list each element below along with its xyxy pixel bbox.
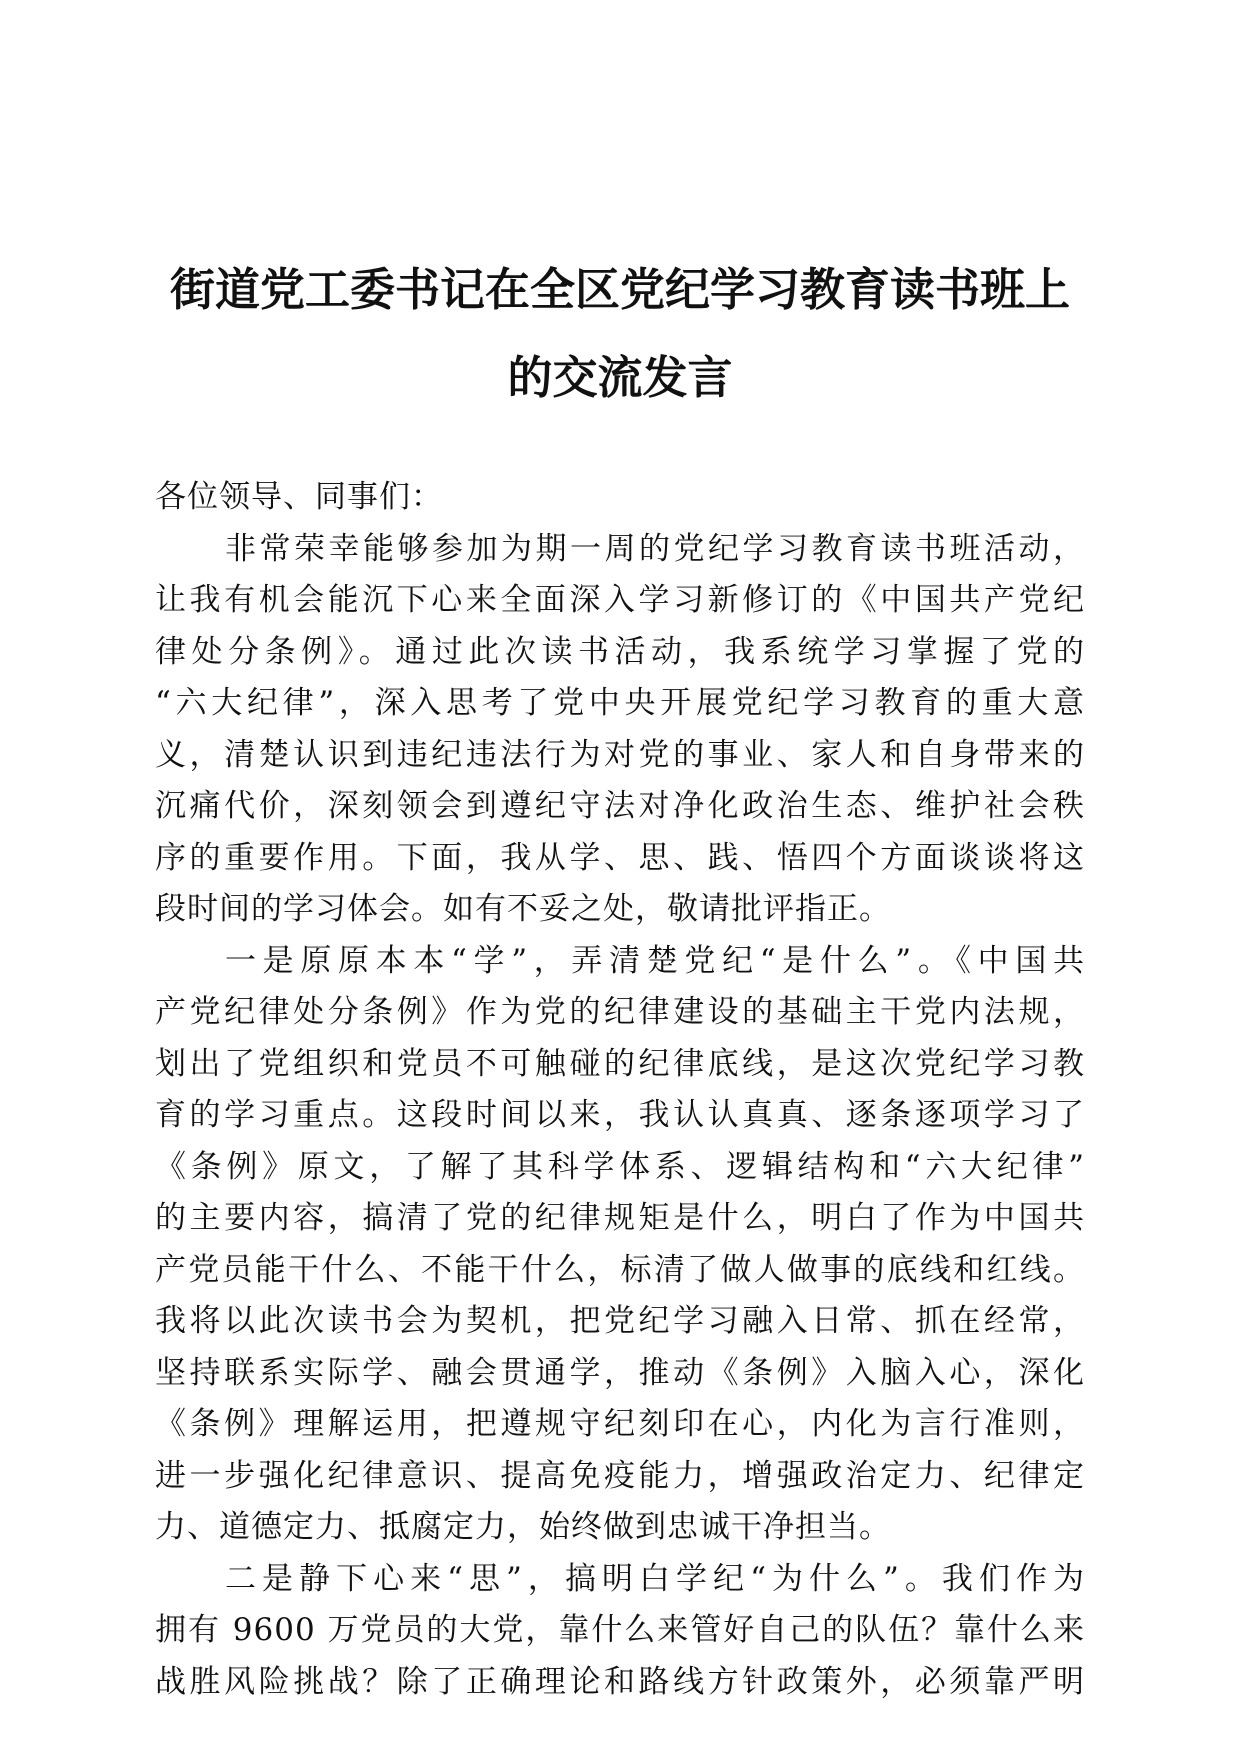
text-line: 序的重要作用。下面，我从学、思、践、悟四个方面谈谈将这 xyxy=(155,839,1085,876)
text-line: 非常荣幸能够参加为期一周的党纪学习教育读书班活动， xyxy=(225,530,1085,567)
text-line: 战胜风险挑战？除了正确理论和路线方针政策外，必须靠严明 xyxy=(155,1663,1085,1700)
text-line: 沉痛代价，深刻领会到遵纪守法对净化政治生态、维护社会秩 xyxy=(155,788,1085,824)
text-line: 二是静下心来“思”，搞明白学纪“为什么”。我们作为 xyxy=(225,1560,1085,1597)
text-line: 段时间的学习体会。如有不妥之处，敬请批评指正。 xyxy=(155,891,891,927)
text-line: 坚持联系实际学、融会贯通学，推动《条例》入脑入心，深化 xyxy=(155,1354,1085,1391)
text-line: 我将以此次读书会为契机，把党纪学习融入日常、抓在经常， xyxy=(155,1303,1085,1339)
text-line: 拥有 9600 万党员的大党，靠什么来管好自己的队伍？靠什么来 xyxy=(155,1612,1085,1648)
text-line: 的主要内容，搞清了党的纪律规矩是什么，明白了作为中国共 xyxy=(155,1200,1085,1236)
text-line: 《条例》理解运用，把遵规守纪刻印在心，内化为言行准则， xyxy=(155,1406,1085,1442)
document-title-line-2: 的交流发言 xyxy=(507,351,733,404)
text-line: 《条例》原文，了解了其科学体系、逻辑结构和“六大纪律” xyxy=(155,1148,1085,1185)
document-body xyxy=(155,472,1085,1708)
text-line: 产党纪律处分条例》作为党的纪律建设的基础主干党内法规， xyxy=(155,994,1085,1030)
text-line: “六大纪律”，深入思考了党中央开展党纪学习教育的重大意 xyxy=(155,685,1085,721)
text-line: 划出了党组织和党员不可触碰的纪律底线，是这次党纪学习教 xyxy=(155,1045,1085,1082)
text-line: 义，清楚认识到违纪违法行为对党的事业、家人和自身带来的 xyxy=(155,736,1085,773)
text-line: 律处分条例》。通过此次读书活动，我系统学习掌握了党的 xyxy=(155,633,1085,670)
text-line: 一是原原本本“学”，弄清楚党纪“是什么”。《中国共 xyxy=(225,942,1085,979)
text-line: 产党员能干什么、不能干什么，标清了做人做事的底线和红线。 xyxy=(155,1251,1085,1288)
text-line: 力、道德定力、抵腐定力，始终做到忠诚干净担当。 xyxy=(155,1509,891,1545)
text-line: 各位领导、同事们： xyxy=(155,479,443,515)
text-line: 进一步强化纪律意识、提高免疫能力，增强政治定力、纪律定 xyxy=(155,1457,1085,1494)
text-line: 让我有机会能沉下心来全面深入学习新修订的《中国共产党纪 xyxy=(155,582,1085,618)
document-title-line-1: 街道党工委书记在全区党纪学习教育读书班上 xyxy=(169,263,1070,316)
text-line: 育的学习重点。这段时间以来，我认认真真、逐条逐项学习了 xyxy=(155,1097,1085,1133)
